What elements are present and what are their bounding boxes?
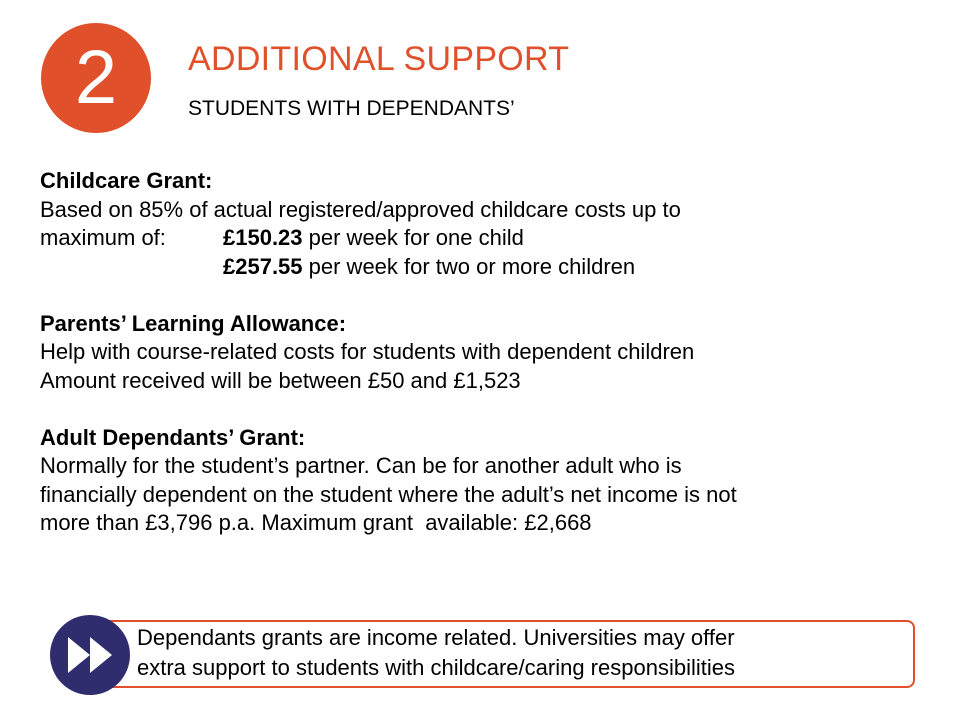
adult-line-2: financially dependent on the student where the adult’s net income is not xyxy=(40,481,737,507)
section-number: 2 xyxy=(74,35,118,120)
adult-heading: Adult Dependants’ Grant: xyxy=(40,424,306,450)
page-subtitle: STUDENTS WITH DEPENDANTS’ xyxy=(188,97,515,120)
callout-line-1: Dependants grants are income related. Universities may offer xyxy=(137,625,735,650)
adult-line-3: more than £3,796 p.a. Maximum grant available: £2,668 xyxy=(40,510,592,535)
childcare-description: Based on 85% of actual registered/approved childcare costs up to xyxy=(40,196,681,222)
callout-text xyxy=(137,623,907,683)
childcare-max-label: maximum of: xyxy=(40,225,166,250)
fast-forward-icon xyxy=(50,615,130,695)
callout-line-2: extra support to students with childcare/caring responsibilities xyxy=(137,655,735,680)
amount-two-value: £257.55 xyxy=(223,253,303,279)
parents-line-2: Amount received will be between £50 and £1,523 xyxy=(40,367,521,393)
page-title: ADDITIONAL SUPPORT xyxy=(188,40,570,78)
parents-heading: Parents’ Learning Allowance: xyxy=(40,310,347,336)
childcare-amount-two-text xyxy=(223,253,635,282)
childcare-amount-two xyxy=(40,253,940,282)
childcare-amount-one xyxy=(40,224,940,253)
amount-two-description: per week for two or more children xyxy=(302,253,636,279)
parents-line-1: Help with course-related costs for students with dependent children xyxy=(40,339,695,364)
childcare-heading: Childcare Grant: xyxy=(40,168,213,193)
childcare-amount-one-text xyxy=(223,224,524,253)
adult-line-1: Normally for the student’s partner. Can be for another adult who is xyxy=(40,453,682,478)
amount-one-description: per week for one child xyxy=(302,225,524,250)
section-number-badge xyxy=(41,23,151,133)
fast-forward-glyph xyxy=(64,635,116,675)
amount-one-value: £150.23 xyxy=(223,225,303,250)
main-content xyxy=(40,167,940,538)
